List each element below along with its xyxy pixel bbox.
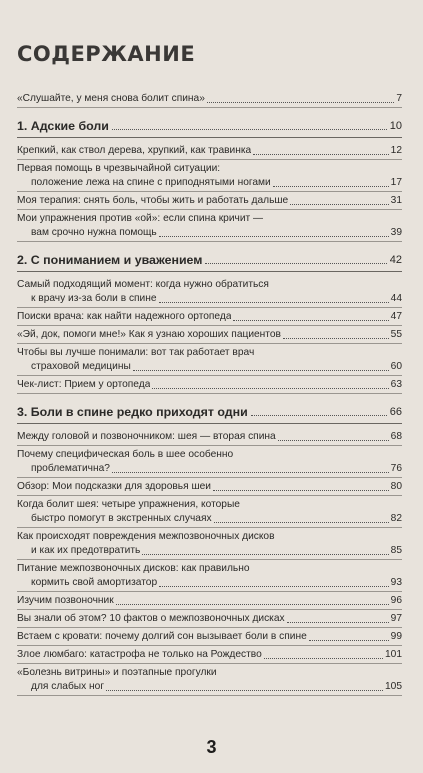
chapter-title: 2. С пониманием и уважением (17, 253, 203, 267)
toc-page-number: 96 (390, 595, 402, 606)
toc-entry-text: Изучим позвоночник (17, 595, 114, 606)
toc-line (17, 576, 402, 590)
toc-page-number: 12 (390, 145, 402, 156)
toc-entry-text: к врачу из-за боли в спине (31, 293, 157, 304)
toc-page-number: 85 (390, 545, 402, 556)
toc-line (17, 226, 402, 240)
toc-line (17, 480, 402, 494)
toc-entry (17, 480, 402, 496)
chapter-page-number: 10 (389, 120, 402, 132)
toc-line (17, 430, 402, 444)
toc-line (17, 462, 402, 476)
toc-line (17, 680, 402, 694)
toc-line (17, 144, 402, 158)
toc-entry-text: Первая помощь в чрезвычайной ситуации: (17, 163, 221, 174)
toc-line (17, 448, 402, 462)
toc-line (17, 594, 402, 608)
toc-entry (17, 328, 402, 344)
toc-page-number: 82 (390, 513, 402, 524)
toc-page-number: 47 (390, 311, 402, 322)
toc-entry (17, 194, 402, 210)
toc-line (17, 544, 402, 558)
toc-page-number: 44 (390, 293, 402, 304)
toc-entry-text: Между головой и позвоночником: шея — вторая спина (17, 431, 276, 442)
toc-page-number: 17 (390, 177, 402, 188)
toc-line (17, 346, 402, 360)
toc-entry (17, 378, 402, 394)
dot-leader (112, 129, 387, 130)
toc-entry-text: Моя терапия: снять боль, чтобы жить и работать дальше (17, 195, 289, 206)
toc-entry-text: Мои упражнения против «ой»: если спина кричит — (17, 213, 264, 224)
toc-entry (17, 530, 402, 560)
dot-leader (106, 690, 383, 691)
toc-page-number: 105 (385, 681, 402, 692)
toc-line (17, 378, 402, 392)
toc-entry-text: Самый подходящий момент: когда нужно обратиться (17, 279, 269, 290)
toc-line (17, 512, 402, 526)
toc-line (17, 92, 402, 106)
dot-leader (152, 388, 388, 389)
toc-entry (17, 448, 402, 478)
toc-entry-text: положение лежа на спине с приподнятыми ногами (31, 177, 271, 188)
toc-line (17, 612, 402, 626)
toc-line (17, 278, 402, 292)
toc-line (17, 648, 402, 662)
toc-entry-text: Вы знали об этом? 10 фактов о межпозвоночных дисках (17, 613, 285, 624)
dot-leader (273, 186, 389, 187)
dot-leader (251, 415, 387, 416)
chapter-heading (17, 404, 402, 424)
toc-entry (17, 594, 402, 610)
toc-entry-text: Обзор: Мои подсказки для здоровья шеи (17, 481, 211, 492)
dot-leader (214, 522, 389, 523)
page-title: СОДЕРЖАНИЕ (17, 42, 196, 66)
toc-entry-text: Встаем с кровати: почему долгий сон вызывает боли в спине (17, 631, 307, 642)
toc-entry-text: Чек-лист: Прием у ортопеда (17, 379, 151, 390)
page-number: 3 (206, 737, 217, 757)
toc-entry (17, 630, 402, 646)
toc-page-number: 101 (385, 649, 402, 660)
toc-entry (17, 648, 402, 664)
chapter-page-number: 66 (389, 406, 402, 418)
chapter-title: 1. Адские боли (17, 119, 109, 133)
table-of-contents (17, 92, 402, 698)
toc-entry (17, 666, 402, 696)
toc-entry (17, 612, 402, 628)
toc-entry-text: Питание межпозвоночных дисков: как правильно (17, 563, 250, 574)
toc-entry-text: и как их предотвратить (31, 545, 141, 556)
dot-leader (159, 586, 389, 587)
toc-entry (17, 212, 402, 242)
dot-leader (309, 640, 389, 641)
dot-leader (116, 604, 389, 605)
dot-leader (142, 554, 388, 555)
toc-entry (17, 498, 402, 528)
toc-entry-text: Крепкий, как ствол дерева, хрупкий, как травинка (17, 145, 252, 156)
toc-entry-text: «Эй, док, помоги мне!» Как я узнаю хороших пациентов (17, 329, 281, 340)
chapter-heading (17, 252, 402, 272)
toc-intro-entry (17, 92, 402, 108)
toc-page-number: 68 (390, 431, 402, 442)
dot-leader (290, 204, 388, 205)
toc-line (17, 562, 402, 576)
toc-page-number: 63 (390, 379, 402, 390)
toc-entry-text: проблематична? (31, 463, 110, 474)
toc-page-number: 39 (390, 227, 402, 238)
toc-entry-text: Когда болит шея: четыре упражнения, которые (17, 499, 240, 510)
dot-leader (133, 370, 389, 371)
toc-page-number: 31 (390, 195, 402, 206)
chapter-heading (17, 118, 402, 138)
toc-line (17, 310, 402, 324)
toc-line (17, 194, 402, 208)
toc-page-number: 97 (390, 613, 402, 624)
chapter-title: 3. Боли в спине редко приходят одни (17, 405, 248, 419)
dot-leader (159, 302, 389, 303)
toc-entry-text: кормить свой амортизатор (31, 577, 158, 588)
dot-leader (233, 320, 388, 321)
toc-page-number: 76 (390, 463, 402, 474)
toc-entry-text: Почему специфическая боль в шее особенно (17, 449, 234, 460)
chapter-page-number: 42 (389, 254, 402, 266)
toc-page-number: 99 (390, 631, 402, 642)
dot-leader (207, 102, 394, 103)
toc-entry-text: страховой медицины (31, 361, 131, 372)
toc-line (17, 498, 402, 512)
toc-entry-text: вам срочно нужна помощь (31, 227, 157, 238)
toc-entry-text: «Болезнь витрины» и поэтапные прогулки (17, 667, 217, 678)
toc-line (17, 360, 402, 374)
toc-page-number: 93 (390, 577, 402, 588)
toc-entry (17, 430, 402, 446)
dot-leader (283, 338, 389, 339)
dot-leader (278, 440, 389, 441)
toc-page-number: 60 (390, 361, 402, 372)
toc-line (17, 630, 402, 644)
toc-line (17, 292, 402, 306)
toc-page-number: 55 (390, 329, 402, 340)
toc-page-number: 7 (396, 93, 402, 104)
dot-leader (213, 490, 389, 491)
toc-entry-text: Как происходят повреждения межпозвоночных дисков (17, 531, 275, 542)
toc-entry-text: для слабых ног (31, 681, 105, 692)
toc-entry (17, 310, 402, 326)
dot-leader (112, 472, 389, 473)
toc-line (17, 530, 402, 544)
toc-line (17, 328, 402, 342)
chapter-list (17, 118, 402, 696)
toc-line (17, 162, 402, 176)
toc-entry (17, 346, 402, 376)
toc-entry (17, 562, 402, 592)
toc-line (17, 666, 402, 680)
dot-leader (264, 658, 383, 659)
toc-line (17, 176, 402, 190)
dot-leader (253, 154, 388, 155)
toc-entry (17, 144, 402, 160)
toc-entry-text: быстро помогут в экстренных случаях (31, 513, 212, 524)
toc-page-number: 80 (390, 481, 402, 492)
toc-entry (17, 162, 402, 192)
dot-leader (205, 263, 386, 264)
toc-entry-text: Злое люмбаго: катастрофа не только на Рождество (17, 649, 262, 660)
toc-entry-text: Чтобы вы лучше понимали: вот так работает врач (17, 347, 255, 358)
dot-leader (159, 236, 389, 237)
toc-entry (17, 278, 402, 308)
toc-entry-text: Поиски врача: как найти надежного ортопеда (17, 311, 232, 322)
toc-entry-text: «Слушайте, у меня снова болит спина» (17, 93, 205, 104)
toc-line (17, 212, 402, 226)
dot-leader (287, 622, 389, 623)
